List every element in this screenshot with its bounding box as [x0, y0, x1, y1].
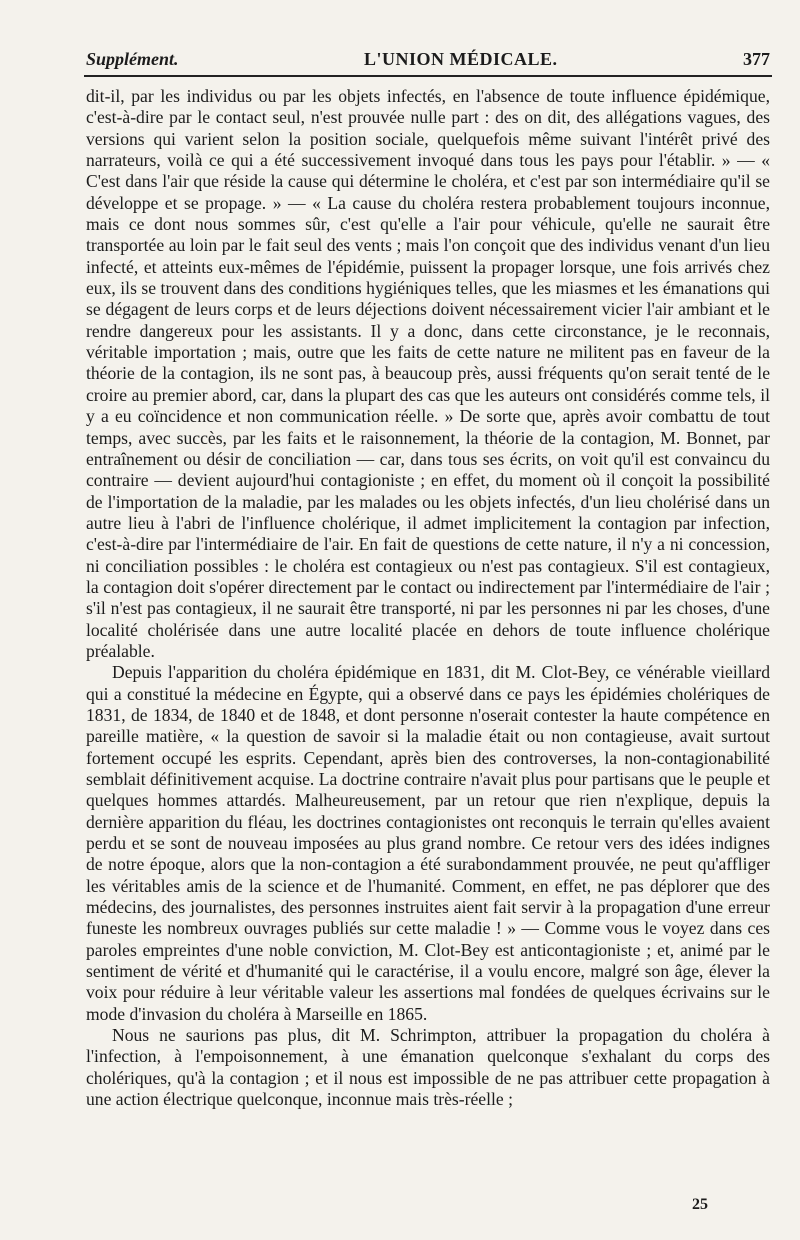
page-number: 377 — [742, 49, 770, 69]
paragraph-1: dit-il, par les individus ou par les objets infectés, en l'absence de toute influence épidémique, c'est-à-dire par le contact seul, n'est prouvée nulle part : des on dit, des allégations vagues, des versions qui varient selon la position sociale, quelquefois même suivant l'intérêt privé des narrateurs, voilà ce qui a été successivement invoqué dans tous les pays pour l'établir. » — « C'est dans l'air que réside la cause qui détermine le choléra, et c'est par son intermédiaire qu'il se développe et se propage. » — « La cause du choléra restera probablement toujours inconnue, mais ce dont nous sommes sûr, c'est qu'elle a l'air pour véhicule, qu'elle ne saurait être transportée au loin par le fait seul des vents ; mais l'on conçoit que des individus venant d'un lieu infecté, et atteints eux-mêmes de l'épidémie, puissent la propager lorsque, une fois arrivés chez eux, ils se trouvent dans des conditions hygiéniques telles, que les miasmes et les émanations qui se dégagent de leurs corps et de leurs déjections doivent nécessairement vicier l'air ambiant et le rendre dangereux pour les assistants. Il y a donc, dans cette circonstance, je le reconnais, véritable importation ; mais, outre que les faits de cette nature ne militent pas en faveur de la théorie de la contagion, ils ne sont pas, à beaucoup près, aussi fréquents qu'on serait tenté de le croire au premier abord, car, dans la plupart des cas que les auteurs ont considérés comme tels, il y a eu coïncidence et non communication réelle. » De sorte que, après avoir combattu de tout temps, avec succès, par les faits et le raisonnement, la théorie de la contagion, M. Bonnet, par entraînement ou désir de conciliation — car, dans tous ses écrits, on voit qu'il est convaincu du contraire — devient aujourd'hui contagioniste ; en effet, du moment où il conçoit la possibilité de l'importation de la maladie, par les malades ou les objets infectés, d'un lieu cholérisé dans un autre lieu à l'abri de l'influence cholérique, il admet implicitement la contagion par infection, c'est-à-dire par l'intermédiaire de l'air. En fait de questions de cette nature, il n'y a ni concession, ni conciliation possibles : le choléra est contagieux ou n'est pas contagieux. S'il est contagieux, la contagion doit s'opérer directement par le contact ou indirectement par l'intermédiaire de l'air ; s'il n'est pas contagieux, il ne saurait être transporté, ni par les personnes ni par les choses, d'une localité cholérisée dans une autre localité placée en dehors de toute influence cholérique préalable. — [86, 86, 770, 661]
header-rule — [84, 75, 772, 77]
section-title: Supplément. — [86, 49, 179, 69]
running-header — [86, 40, 770, 70]
journal-title: L'UNION MÉDICALE. — [363, 49, 558, 69]
paragraph-2: Depuis l'apparition du choléra épidémique en 1831, dit M. Clot-Bey, ce vénérable vieillard qui a constitué la médecine en Égypte, qui a observé dans ce pays les épidémies cholériques de 1831, de 1834, de 1840 et de 1848, et dont personne n'oserait contester la haute compétence en pareille matière, « la question de savoir si la maladie était ou non contagieuse, avait surtout fortement occupé les esprits. Cependant, après bien des controverses, la non-contagionabilité semblait définitivement acquise. La doctrine contraire n'avait plus pour partisans que le peuple et quelques hommes attardés. Malheureusement, par un retour que rien n'explique, depuis la dernière apparition du fléau, les doctrines contagionistes ont reconquis le terrain qu'elles avaient perdu et se sont de nouveau imposées au plus grand nombre. Ce retour vers des idées indignes de notre époque, alors que la non-contagion a été surabondamment prouvée, ne peut qu'affliger les véritables amis de la science et de l'humanité. Comment, en effet, ne pas déplorer que des médecins, des journalistes, des personnes instruites aient fait servir à la propagation d'une erreur funeste les nombreux ouvrages publiés sur cette maladie ! » — Comme vous le voyez dans ces paroles empreintes d'une noble conviction, M. Clot-Bey est anticontagioniste ; et, animé par le sentiment de vérité et d'humanité qui le caractérise, il a voulu encore, malgré son âge, élever la voix pour réduire à leur véritable valeur les assertions mal fondées de quelques écrivains sur le mode d'invasion du choléra à Marseille en 1865. — [86, 662, 770, 1024]
article-body — [86, 86, 770, 1111]
signature-mark: 25 — [692, 1196, 708, 1213]
paragraph-3: Nous ne saurions pas plus, dit M. Schrimpton, attribuer la propagation du choléra à l'infection, à l'empoisonnement, à une émanation quelconque s'exhalant du corps des cholériques, qu'à la contagion ; et il nous est impossible de ne pas attribuer cette propagation à une action électrique quelconque, inconnue mais très-réelle ; — [86, 1025, 770, 1110]
